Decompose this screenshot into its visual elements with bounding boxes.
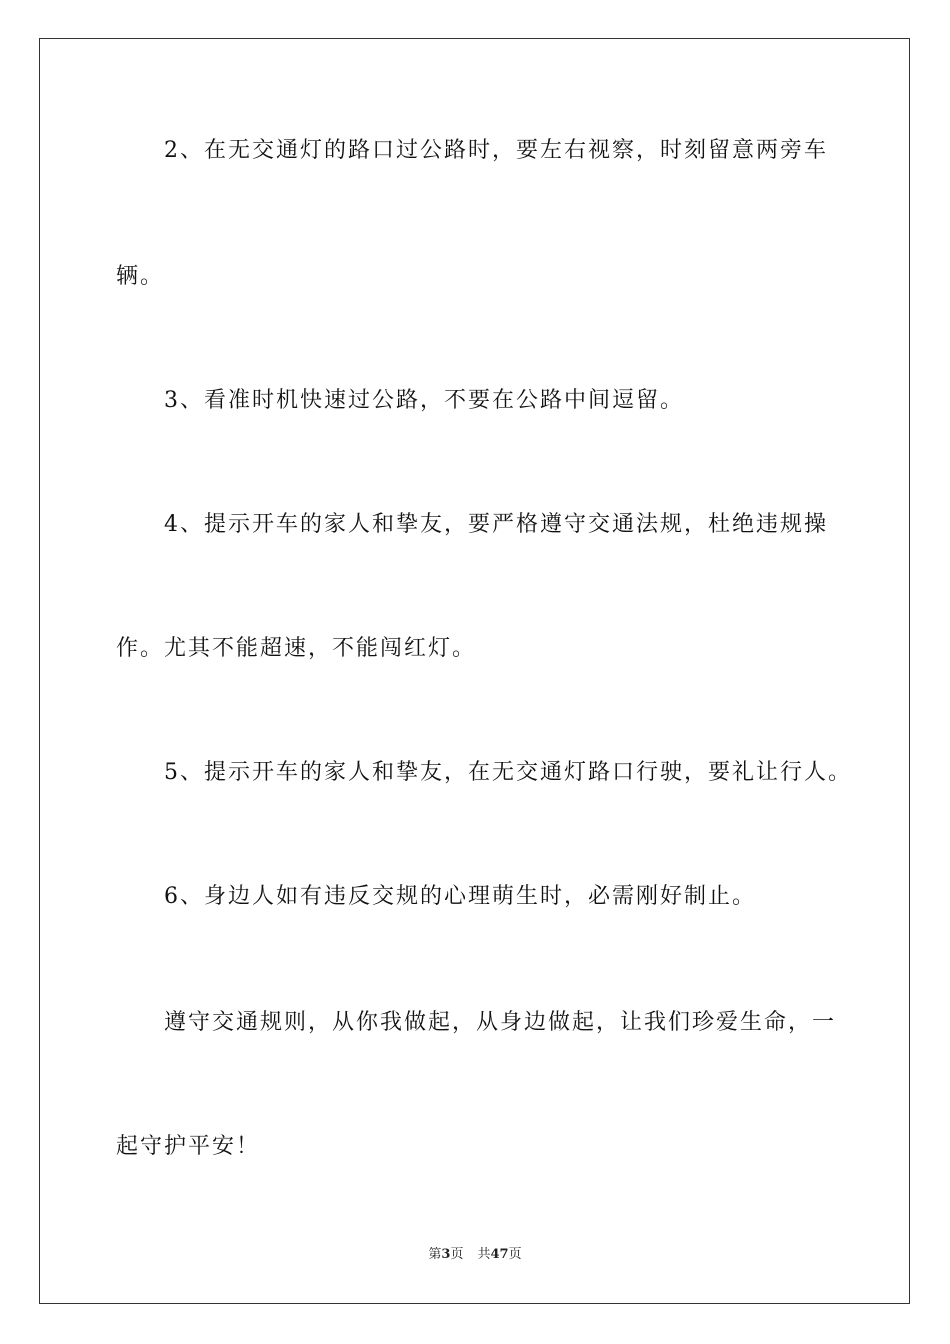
page-footer — [0, 1246, 950, 1264]
paragraph-4-line-1: 4、提示开车的家人和挚友，要严格遵守交通法规，杜绝违规操 — [116, 512, 828, 537]
total-pages: 47 — [490, 1247, 509, 1262]
paragraph-7-line-1: 遵守交通规则，从你我做起，从身边做起，让我们珍爱生命，一 — [116, 1010, 837, 1035]
page-prefix: 第 — [428, 1247, 442, 1262]
total-suffix: 页 — [508, 1247, 522, 1262]
paragraph-2-line-1: 2、在无交通灯的路口过公路时，要左右视察，时刻留意两旁车 — [116, 138, 828, 163]
page-suffix: 页 — [450, 1247, 464, 1262]
paragraph-3-line-1: 3、看准时机快速过公路，不要在公路中间逗留。 — [116, 388, 684, 413]
paragraph-5-line-1: 5、提示开车的家人和挚友，在无交通灯路口行驶，要礼让行人。 — [116, 760, 852, 785]
paragraph-4-line-2: 作。尤其不能超速，不能闯红灯。 — [116, 636, 477, 661]
total-prefix: 共 — [477, 1247, 491, 1262]
page-number: 3 — [441, 1247, 451, 1262]
paragraph-7-line-2: 起守护平安！ — [116, 1134, 261, 1159]
page-border — [39, 38, 910, 1304]
paragraph-2-line-2: 辆。 — [116, 264, 165, 289]
paragraph-6-line-1: 6、身边人如有违反交规的心理萌生时，必需刚好制止。 — [116, 884, 756, 909]
